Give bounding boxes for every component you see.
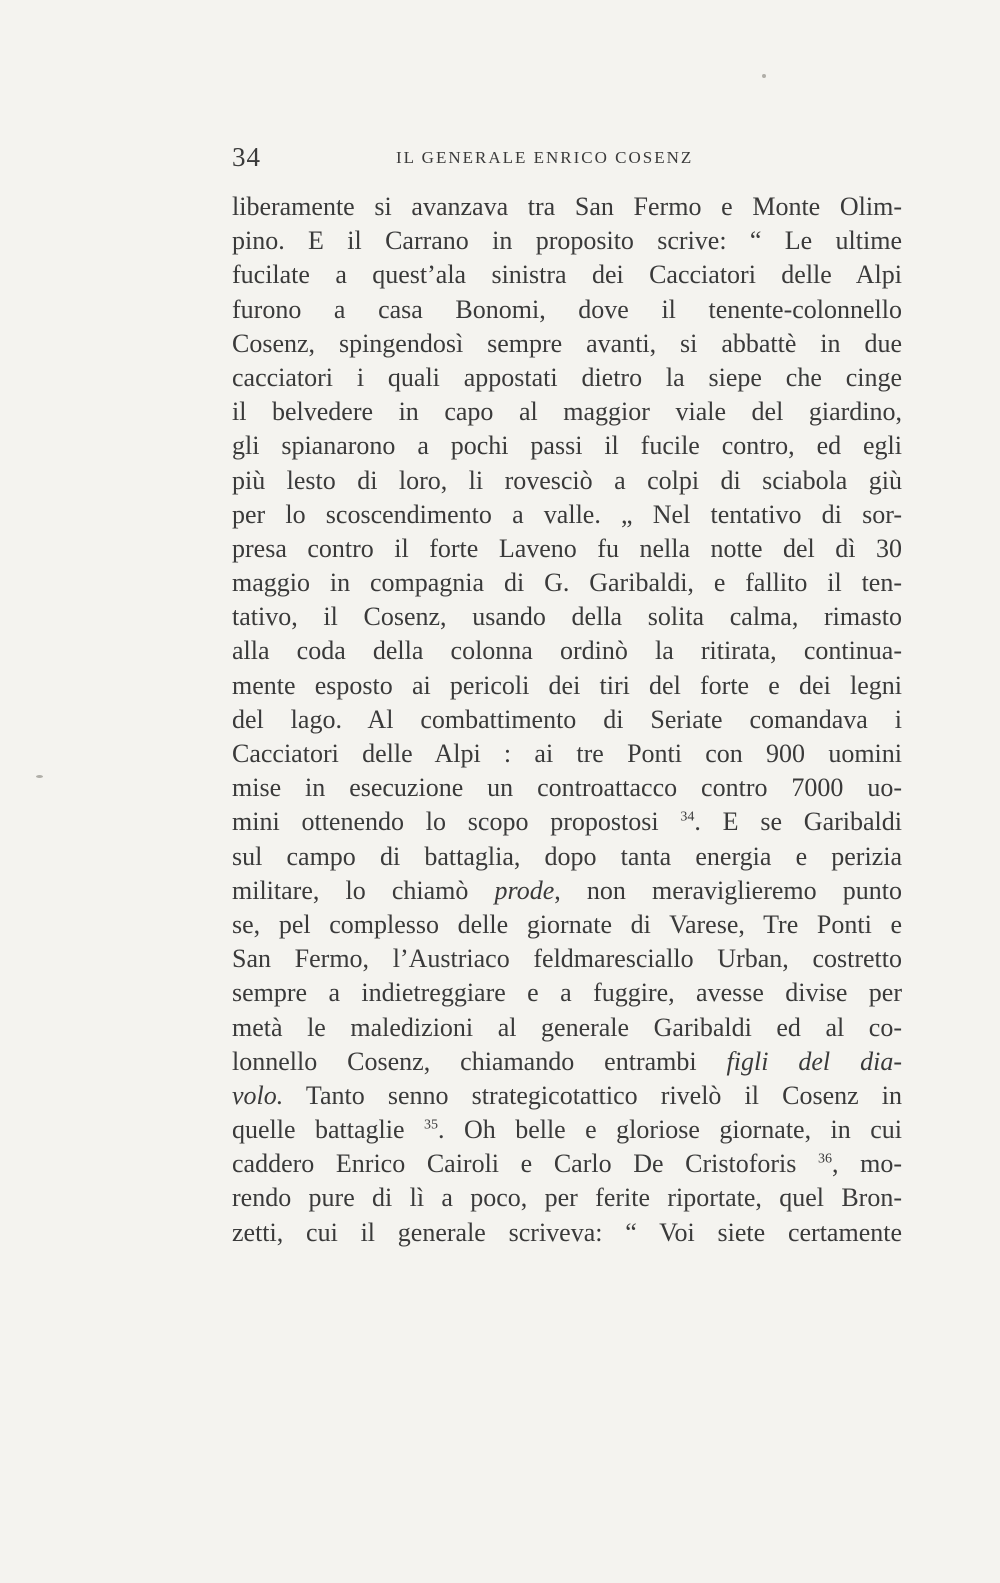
text-line: metà le maledizioni al generale Garibaldi ed al co- (232, 1012, 902, 1042)
text-line: pino. E il Carrano in proposito scrive: “ Le ultime (232, 226, 902, 256)
page-speck (36, 775, 43, 778)
text-line: cacciatori i quali appostati dietro la siepe che cinge (232, 362, 902, 392)
running-title: IL GENERALE ENRICO COSENZ (396, 148, 694, 167)
footnote-marker: 36 (817, 1151, 832, 1167)
text-line: Cosenz, spingendosì sempre avanti, si abbattè in due (232, 328, 902, 358)
text-line: mise in esecuzione un controattacco contro 7000 uo- (232, 773, 902, 803)
text-line: tativo, il Cosenz, usando della solita calma, rimasto (232, 602, 902, 632)
text-line: liberamente si avanzava tra San Fermo e Monte Olim- (232, 192, 902, 221)
text-line: presa contro il forte Laveno fu nella notte del dì 30 (232, 533, 902, 563)
text-line: rendo pure di lì a poco, per ferite riportate, quel Bron- (232, 1183, 902, 1213)
italic-text: volo. (232, 1080, 284, 1110)
text-line: sempre a indietreggiare e a fuggire, avesse divise per (232, 978, 902, 1008)
text-line: mente esposto ai pericoli dei tiri del forte e dei legni (232, 670, 902, 700)
text-line: del lago. Al combattimento di Seriate comandava i (232, 704, 902, 734)
page-header (232, 142, 736, 178)
text-line: San Fermo, l’Austriaco feldmaresciallo Urban, costretto (232, 944, 902, 974)
text-line: il belvedere in capo al maggior viale del giardino, (232, 397, 902, 427)
text-line: mini ottenendo lo scopo propostosi $^{34}$. E se Garibaldi (232, 807, 902, 837)
text-line: volo. Tanto senno strategicotattico rivelò il Cosenz in (232, 1080, 902, 1110)
text-line: lonnello Cosenz, chiamando entrambi figli del dia- (232, 1046, 902, 1076)
text-line: se, pel complesso delle giornate di Varese, Tre Ponti e (232, 909, 902, 939)
text-line: furono a casa Bonomi, dove il tenente-colonnello (232, 294, 902, 324)
footnote-marker: 35 (423, 1117, 438, 1133)
text-line: fucilate a quest’ala sinistra dei Cacciatori delle Alpi (232, 260, 902, 290)
body-text (232, 190, 902, 1250)
text-line: sul campo di battaglia, dopo tanta energia e perizia (232, 841, 902, 871)
text-line: gli spianarono a pochi passi il fucile contro, ed egli (232, 431, 902, 461)
footnote-marker: 34 (680, 809, 695, 825)
italic-text: prode (494, 875, 555, 905)
page-number: 34 (232, 142, 261, 172)
text-line: militare, lo chiamò prode, non meraviglieremo punto (232, 875, 902, 905)
text-line: Cacciatori delle Alpi : ai tre Ponti con 900 uomini (232, 739, 902, 768)
page-speck (762, 74, 766, 78)
text-line: zetti, cui il generale scriveva: “ Voi siete certamente (232, 1217, 902, 1247)
text-line: maggio in compagnia di G. Garibaldi, e fallito il ten- (232, 568, 902, 598)
text-line: alla coda della colonna ordinò la ritirata, continua- (232, 636, 902, 666)
italic-text: figli del dia- (726, 1046, 902, 1076)
text-line: per lo scoscendimento a valle. „ Nel tentativo di sor- (232, 499, 902, 529)
text-line: quelle battaglie $^{35}$. Oh belle e gloriose giornate, in cui (232, 1115, 902, 1145)
text-line: più lesto di loro, li rovesciò a colpi di sciabola giù (232, 465, 902, 495)
text-line: caddero Enrico Cairoli e Carlo De Cristoforis $^{36}$, mo- (232, 1149, 902, 1179)
